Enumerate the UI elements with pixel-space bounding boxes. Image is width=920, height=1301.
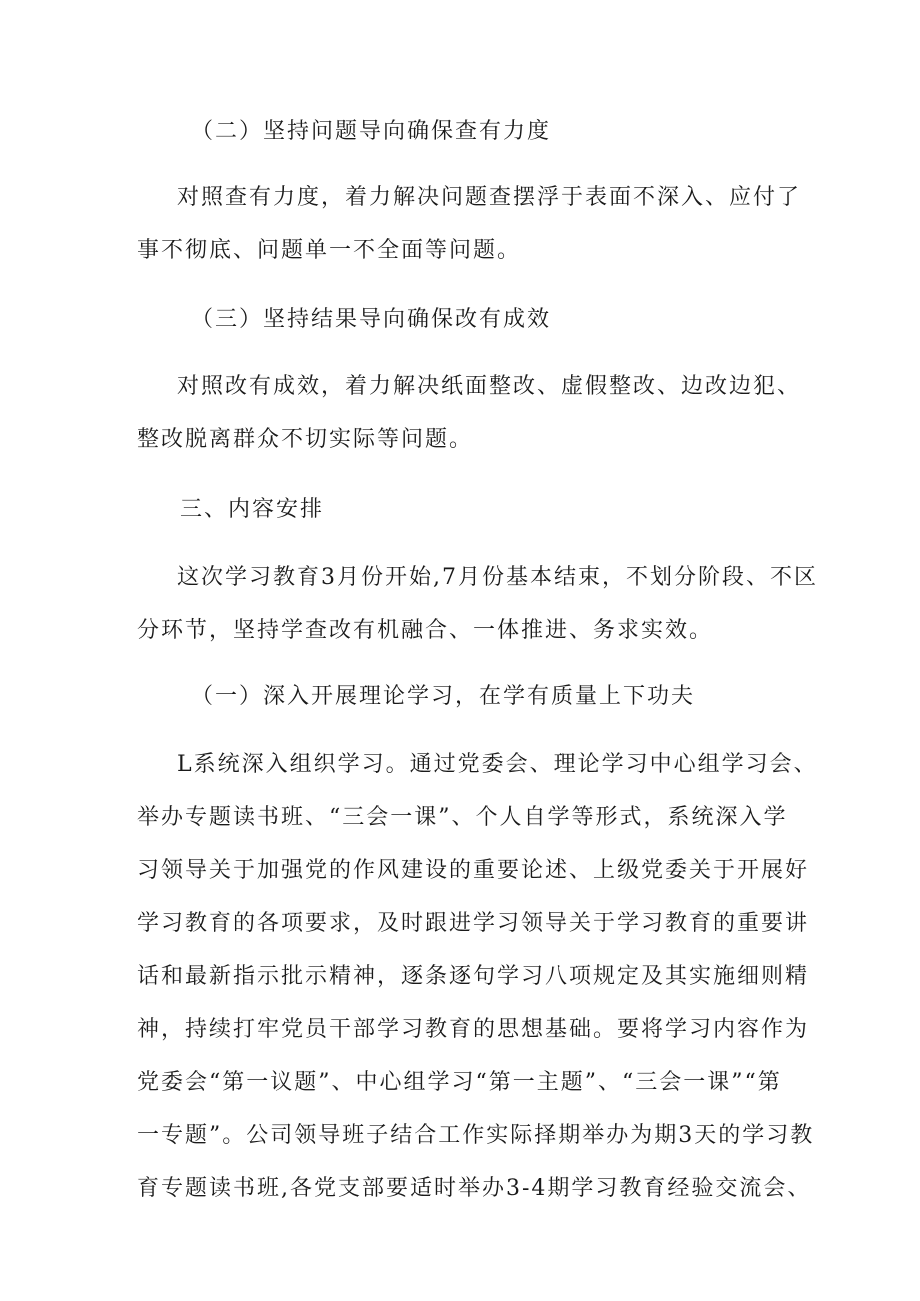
paragraph-line: 这次学习教育3月份开始,7月份基本结束，不划分阶段、不区 xyxy=(177,565,818,590)
paragraph-study xyxy=(137,752,818,1231)
paragraph-intro xyxy=(137,565,818,673)
paragraph-rectification xyxy=(137,374,802,482)
paragraph-line: 举办专题读书班、“三会一课”、个人自学等形式，系统深入学 xyxy=(137,805,788,830)
paragraph-line: 一专题”。公司领导班子结合工作实际择期举办为期3天的学习教 xyxy=(137,1123,815,1148)
paragraph-line: 神，持续打牢党员干部学习教育的思想基础。要将学习内容作为 xyxy=(137,1017,810,1042)
paragraph-line: 话和最新指示批示精神，逐条逐句学习八项规定及其实施细则精 xyxy=(137,964,810,989)
paragraph-line: 分环节，坚持学查改有机融合、一体推进、务求实效。 xyxy=(137,618,714,643)
section-heading-content-arrangement: 三、内容安排 xyxy=(180,497,325,522)
paragraph-line: L系统深入组织学习。通过党委会、理论学习中心组学习会、 xyxy=(177,752,818,777)
paragraph-line: 党委会“第一议题”、中心组学习“第一主题”、“三会一课”“第 xyxy=(137,1070,782,1095)
paragraph-line: 学习教育的各项要求，及时跟进学习领导关于学习教育的重要讲 xyxy=(137,911,810,936)
paragraph-line: 事不彻底、问题单一不全面等问题。 xyxy=(137,238,522,263)
paragraph-problem-check xyxy=(137,185,802,293)
paragraph-line: 对照查有力度，着力解决问题查摆浮于表面不深入、应付了 xyxy=(177,185,802,210)
heading-result-orientation: （三）坚持结果导向确保改有成效 xyxy=(191,307,552,332)
heading-problem-orientation: （二）坚持问题导向确保查有力度 xyxy=(191,119,552,144)
paragraph-line: 习领导关于加强党的作风建设的重要论述、上级党委关于开展好 xyxy=(137,858,810,883)
paragraph-line: 整改脱离群众不切实际等问题。 xyxy=(137,427,474,452)
paragraph-line: 育专题读书班,各党支部要适时举办3-4期学习教育经验交流会、 xyxy=(137,1176,812,1201)
paragraph-line: 对照改有成效，着力解决纸面整改、虚假整改、边改边犯、 xyxy=(177,374,802,399)
subheading-theory-study: （一）深入开展理论学习，在学有质量上下功夫 xyxy=(191,684,696,709)
